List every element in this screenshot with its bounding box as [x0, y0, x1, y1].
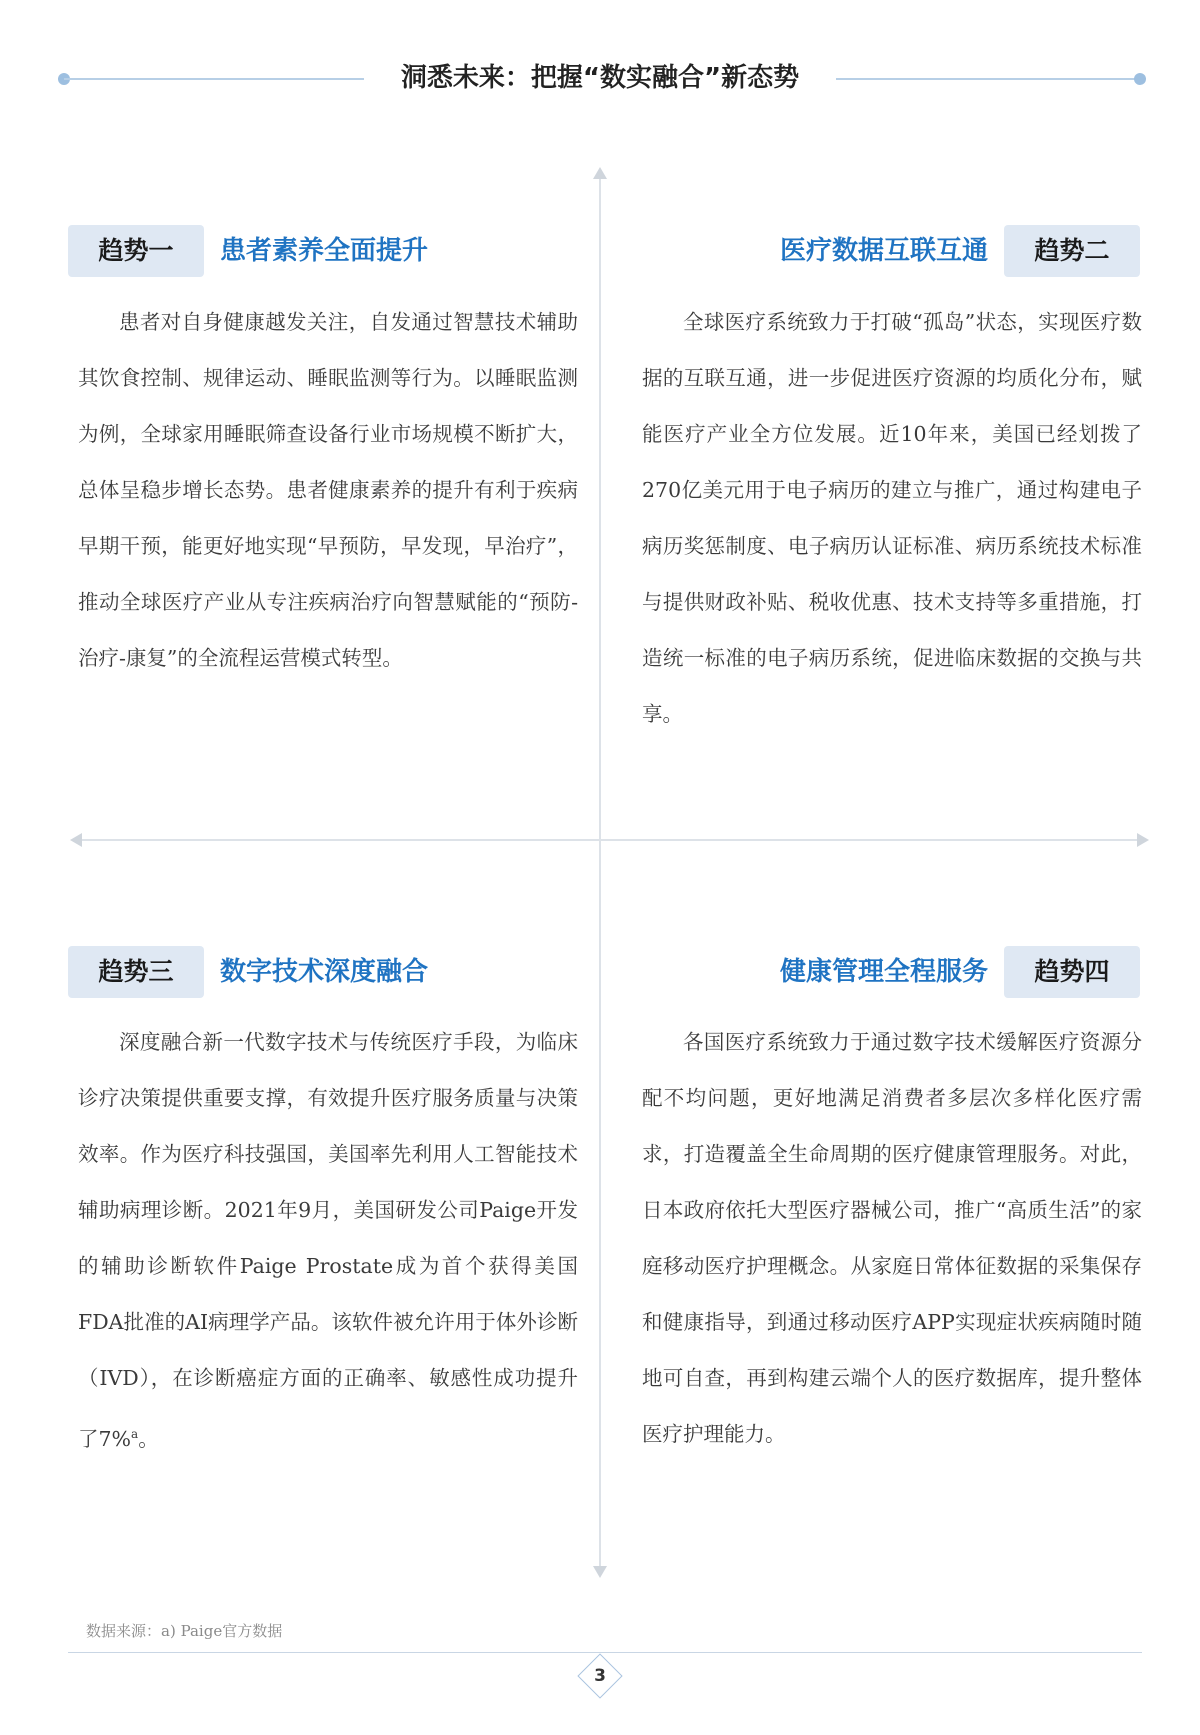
header-dot-right	[1134, 73, 1146, 85]
horizontal-axis	[80, 839, 1138, 841]
trend-2-title: 医疗数据互联互通	[779, 236, 988, 266]
trend-3-paragraph	[78, 1014, 578, 1467]
trend-4-paragraph: 各国医疗系统致力于通过数字技术缓解医疗资源分配不均问题，更好地满足消费者多层次多样化医疗需求，打造覆盖全生命周期的医疗健康管理服务。对此，日本政府依托大型医疗器械公司，推广“高质生活”的家庭移动医疗护理概念。从家庭日常体征数据的采集保存和健康指导，到通过移动医疗APP实现症状疾病随时随地可自查，再到构建云端个人的医疗数据库，提升整体医疗护理能力。	[642, 1030, 1142, 1446]
footer-rule	[68, 1652, 1142, 1653]
arrow-right-icon	[1137, 833, 1149, 847]
trend-3-title: 数字技术深度融合	[220, 957, 429, 987]
trend-3-badge: 趋势三	[68, 946, 204, 998]
page-number: 3	[594, 1666, 606, 1686]
trend-3-text: 深度融合新一代数字技术与传统医疗手段，为临床诊疗决策提供重要支撑，有效提升医疗服务质量与决策效率。作为医疗科技强国，美国率先利用人工智能技术辅助病理诊断。2021年9月，美国研发公司Paige开发的辅助诊断软件Paige Prostate成为首个获得美国FDA批准的AI病理学产品。该软件被允许用于体外诊断（IVD），在诊断癌症方面的正确率、敏感性成功提升了7%	[78, 1030, 578, 1451]
trend-3-text-end: 。	[138, 1426, 159, 1451]
trend-4-badge: 趋势四	[1004, 946, 1140, 998]
trend-1-badge: 趋势一	[68, 225, 204, 277]
footnote-marker: a	[131, 1427, 139, 1441]
arrow-up-icon	[593, 167, 607, 179]
trend-4-body	[642, 1014, 1142, 1462]
header-rule-left	[64, 78, 364, 80]
arrow-left-icon	[70, 833, 82, 847]
trend-4-title: 健康管理全程服务	[779, 957, 988, 987]
page-title: 洞悉未来：把握“数实融合”新态势	[400, 63, 800, 93]
trend-1-paragraph: 患者对自身健康越发关注，自发通过智慧技术辅助其饮食控制、规律运动、睡眠监测等行为。以睡眠监测为例，全球家用睡眠筛查设备行业市场规模不断扩大，总体呈稳步增长态势。患者健康素养的提升有利于疾病早期干预，能更好地实现“早预防，早发现，早治疗”，推动全球医疗产业从专注疾病治疗向智慧赋能的“预防-治疗-康复”的全流程运营模式转型。	[78, 310, 578, 670]
arrow-down-icon	[593, 1566, 607, 1578]
trend-2-body	[642, 294, 1142, 742]
trend-2-paragraph: 全球医疗系统致力于打破“孤岛”状态，实现医疗数据的互联互通，进一步促进医疗资源的均质化分布，赋能医疗产业全方位发展。近10年来，美国已经划拨了270亿美元用于电子病历的建立与推广，通过构建电子病历奖惩制度、电子病历认证标准、病历系统技术标准与提供财政补贴、税收优惠、技术支持等多重措施，打造统一标准的电子病历系统，促进临床数据的交换与共享。	[642, 310, 1142, 726]
trend-1-body	[78, 294, 578, 686]
header-rule-right	[836, 78, 1140, 80]
trend-1-title: 患者素养全面提升	[220, 236, 429, 266]
vertical-axis	[599, 178, 601, 1568]
trend-2-badge: 趋势二	[1004, 225, 1140, 277]
trend-3-body	[78, 1014, 578, 1467]
data-source-note: 数据来源：a) Paige官方数据	[86, 1622, 283, 1640]
